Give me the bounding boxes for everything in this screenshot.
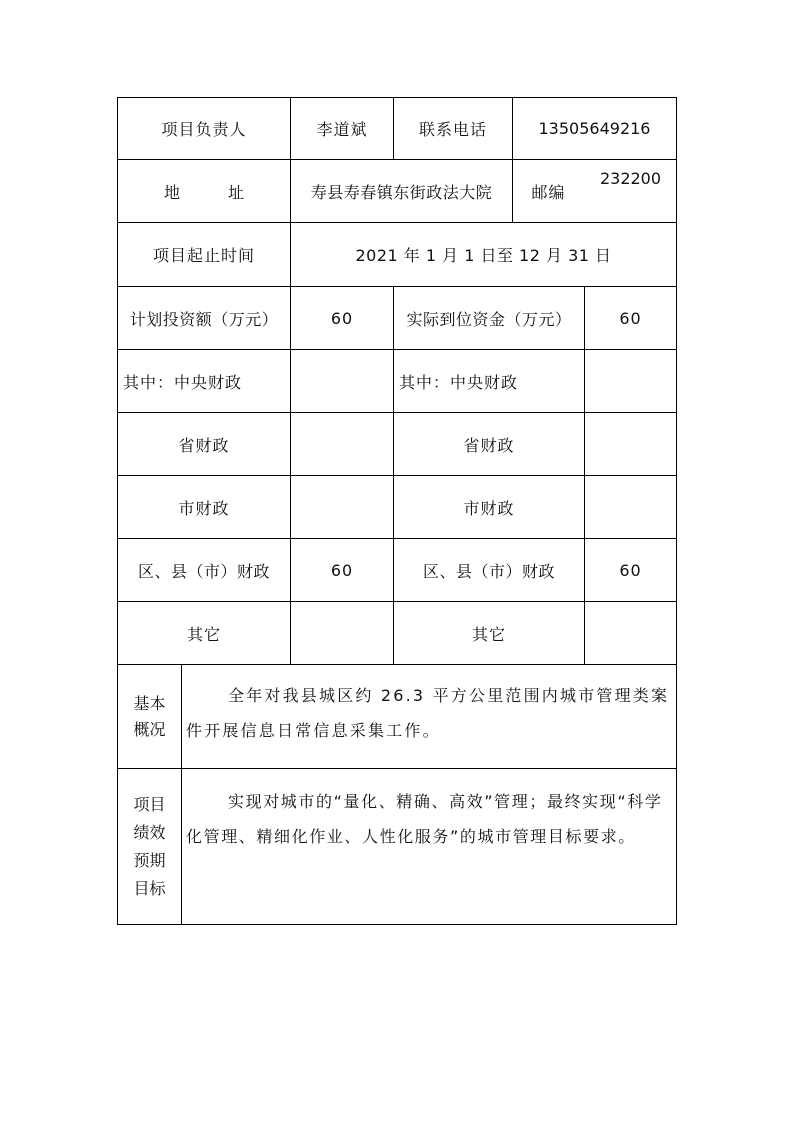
address-label-part-b: 址 [228, 182, 245, 202]
goal-label-line: 项目 [133, 794, 166, 814]
overview-label-line: 基本 [133, 693, 166, 713]
county-finance-value-left: 60 [330, 560, 354, 580]
other-funds-label-left: 其它 [186, 624, 221, 644]
city-finance-label-left: 市财政 [178, 498, 230, 518]
planned-investment-value: 60 [330, 308, 354, 328]
leader-label: 项目负责人 [161, 120, 247, 139]
actual-funds-label: 实际到位资金（万元） [406, 309, 572, 329]
central-finance-label-right: 其中：中央财政 [399, 372, 519, 392]
county-finance-label-left: 区、县（市）财政 [137, 561, 270, 581]
other-funds-label-right: 其它 [471, 624, 506, 644]
goal-label-line: 绩效 [133, 822, 166, 842]
phone-label: 联系电话 [418, 120, 487, 139]
row-divider [117, 768, 677, 769]
goal-label-line: 目标 [133, 878, 166, 898]
overview-label-line: 概况 [133, 719, 166, 739]
overview-text: 全年对我县城区约 26.3 平方公里范围内城市管理类案件开展信息日常信息采集工作。 [186, 686, 670, 740]
county-finance-value-right: 60 [619, 560, 642, 580]
planned-investment-label: 计划投资额（万元） [129, 309, 279, 329]
actual-funds-value: 60 [619, 308, 642, 328]
period-value: 2021 年 1 月 1 日至 12 月 31 日 [355, 245, 612, 265]
leader-value: 李道斌 [316, 120, 368, 139]
address-label-part-a: 地 [163, 182, 180, 202]
central-finance-label-left: 其中：中央财政 [123, 372, 243, 392]
goal-label-line: 预期 [133, 850, 166, 870]
period-label: 项目起止时间 [152, 245, 255, 265]
address-label [117, 159, 291, 223]
address-value: 寿县寿春镇东街政法大院 [310, 182, 493, 202]
postcode-label: 邮编 [531, 182, 566, 202]
performance-goal-text: 实现对城市的“量化、精确、高效”管理；最终实现“科学化管理、精细化作业、人性化服务”的城市管理目标要求。 [186, 792, 663, 846]
postcode-value: 232200 [599, 168, 662, 188]
province-finance-label-right: 省财政 [463, 435, 515, 455]
province-finance-label-left: 省财政 [178, 435, 230, 455]
phone-value: 13505649216 [538, 119, 651, 138]
overview-label [117, 664, 182, 769]
table-border-bottom [117, 924, 677, 925]
county-finance-label-right: 区、县（市）财政 [422, 561, 555, 581]
city-finance-label-right: 市财政 [463, 498, 515, 518]
performance-goal-label [117, 768, 182, 925]
